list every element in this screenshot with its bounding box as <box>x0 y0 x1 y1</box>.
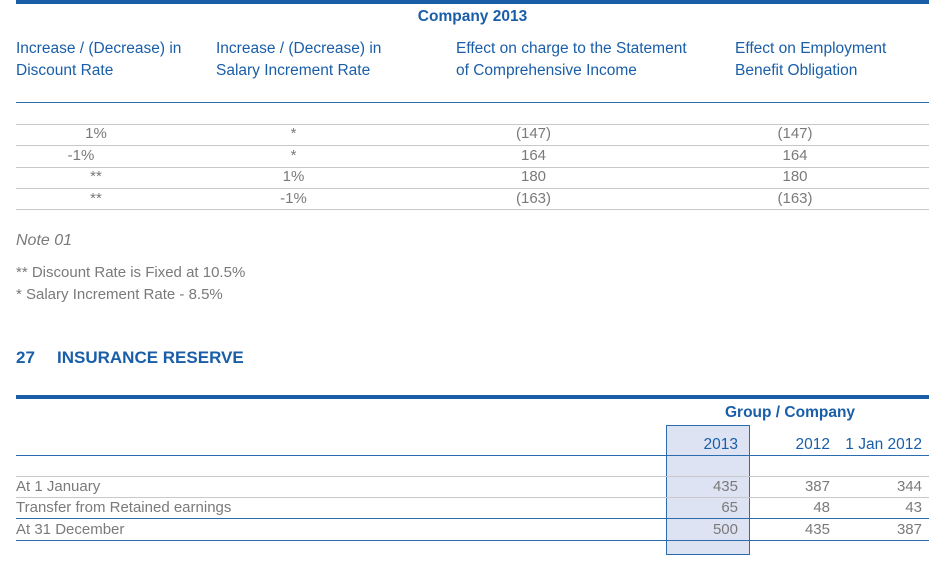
reserve-bottom-rule <box>16 540 929 541</box>
row-label: At 1 January <box>16 478 101 495</box>
cell-effect-charge: 164 <box>520 147 547 164</box>
value-2013: 435 <box>712 478 738 495</box>
cell-effect-charge: 180 <box>520 168 547 185</box>
cell-salary: * <box>290 147 297 164</box>
header-discount-rate: Increase / (Decrease) in Discount Rate <box>16 40 182 79</box>
group-company-label: Group / Company <box>725 404 856 421</box>
table-top-rule <box>16 0 929 4</box>
header-effect-charge: Effect on charge to the Statement of Comprehensive Income <box>456 40 687 79</box>
cell-salary: 1% <box>282 168 305 185</box>
value-2012: 387 <box>804 478 830 495</box>
row-label: At 31 December <box>16 521 125 538</box>
cell-discount: ** <box>90 190 102 207</box>
row-rule <box>16 497 929 498</box>
cell-effect-obligation: (163) <box>777 190 813 207</box>
header-rule <box>16 102 929 103</box>
row-rule <box>16 518 929 519</box>
value-1-jan-2012: 43 <box>905 499 922 516</box>
cell-effect-obligation: 164 <box>782 147 808 164</box>
header-salary-increment: Increase / (Decrease) in Salary Increment Rate <box>216 40 382 79</box>
column-2012: 2012 <box>795 436 830 453</box>
cell-salary: * <box>290 125 297 142</box>
note-line: ** Discount Rate is Fixed at 10.5% <box>16 264 246 281</box>
value-2012: 48 <box>813 499 830 516</box>
cell-discount: ** <box>90 168 102 185</box>
reserve-header-rule <box>16 455 929 456</box>
value-1-jan-2012: 387 <box>896 521 922 538</box>
row-rule <box>16 476 929 477</box>
section-number: 27 <box>16 348 35 367</box>
value-2012: 435 <box>804 521 830 538</box>
reserve-top-rule <box>16 395 929 399</box>
value-1-jan-2012: 344 <box>896 478 922 495</box>
table-bottom-rule <box>16 209 929 210</box>
cell-effect-charge: (147) <box>515 125 552 142</box>
cell-effect-obligation: 180 <box>782 168 808 185</box>
note-line: * Salary Increment Rate - 8.5% <box>16 286 223 303</box>
cell-discount: -1% <box>67 147 95 164</box>
row-label: Transfer from Retained earnings <box>16 499 232 516</box>
column-1-jan-2012: 1 Jan 2012 <box>845 436 922 453</box>
cell-effect-charge: (163) <box>515 190 552 207</box>
cell-effect-obligation: (147) <box>777 125 813 142</box>
note-title: Note 01 <box>16 232 73 249</box>
table-title: Company 2013 <box>417 8 528 25</box>
header-effect-obligation: Effect on Employment Benefit Obligation <box>735 40 887 79</box>
column-2013: 2013 <box>703 436 738 453</box>
cell-discount: 1% <box>85 125 107 142</box>
value-2013: 500 <box>712 521 738 538</box>
section-title: INSURANCE RESERVE <box>57 348 244 367</box>
row-rule <box>16 188 929 189</box>
cell-salary: -1% <box>280 190 307 207</box>
row-rule <box>16 145 929 146</box>
value-2013: 65 <box>721 499 738 516</box>
